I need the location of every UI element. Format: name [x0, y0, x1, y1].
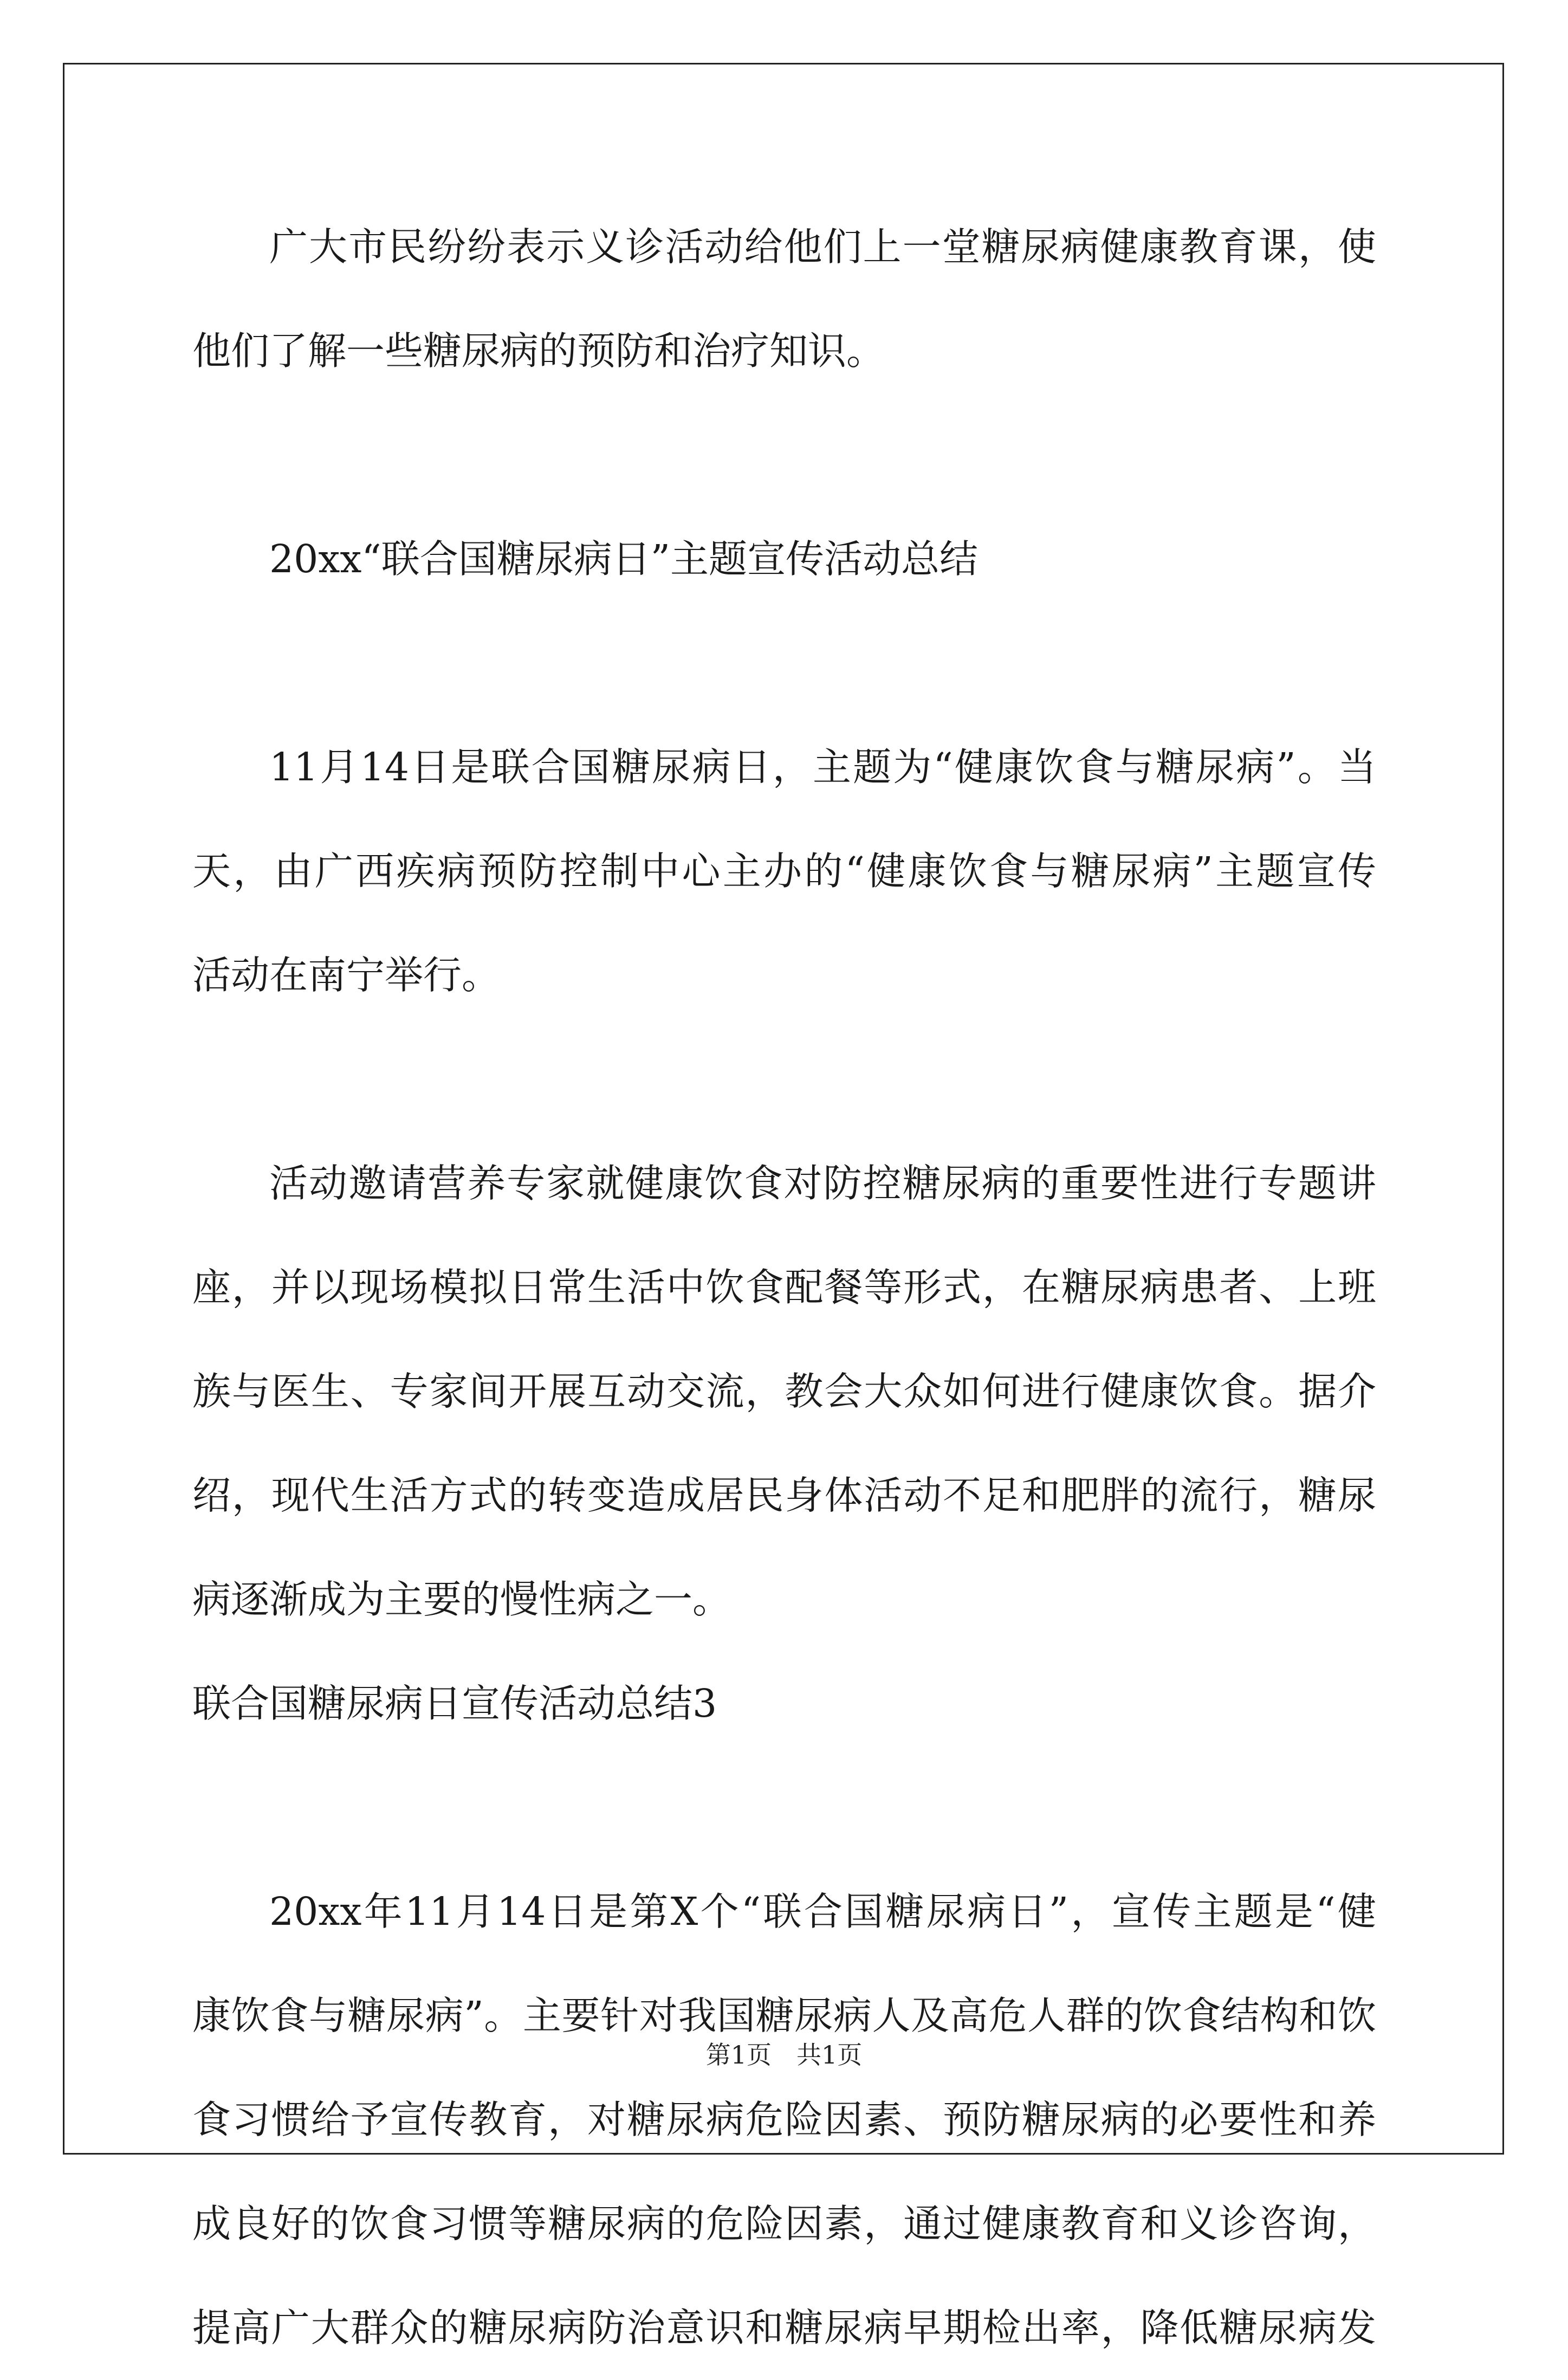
- text-line: 广大市民纷纷表示义诊活动给他们上一堂糖尿病健康教育课，使: [269, 224, 1376, 269]
- text-line: 11月14日是联合国糖尿病日，主题为“健康饮食与糖尿病”。当: [269, 745, 1376, 790]
- text-line: 提高广大群众的糖尿病防治意识和糖尿病早期检出率，降低糖尿病发: [192, 2305, 1376, 2350]
- text-line: 20xx年11月14日是第X个“联合国糖尿病日”，宣传主题是“健: [269, 1889, 1376, 1934]
- paragraph: [192, 1131, 1376, 1652]
- text-line: 座，并以现场模拟日常生活中饮食配餐等形式，在糖尿病患者、上班: [192, 1265, 1376, 1310]
- text-line: 绍，现代生活方式的转变造成居民身体活动不足和肥胖的流行，糖尿: [192, 1473, 1376, 1518]
- text-line: 病逐渐成为主要的慢性病之一。: [192, 1577, 731, 1622]
- paragraph: [192, 715, 1376, 1027]
- text-line: 天，由广西疾病预防控制中心主办的“健康饮食与糖尿病”主题宣传: [192, 849, 1376, 894]
- section-title: [192, 1652, 1376, 1756]
- text-line: 食习惯给予宣传教育，对糖尿病危险因素、预防糖尿病的必要性和养: [192, 2097, 1376, 2142]
- paragraph: [192, 1860, 1376, 2380]
- text-line: 活动在南宁举行。: [192, 953, 501, 998]
- paragraph: [192, 195, 1376, 403]
- text-line: 成良好的饮食习惯等糖尿病的危险因素，通过健康教育和义诊咨询，: [192, 2201, 1376, 2246]
- text-line: 族与医生、专家间开展互动交流，教会大众如何进行健康饮食。据介: [192, 1369, 1376, 1414]
- paragraph-heading: [192, 507, 1376, 611]
- text-line: 活动邀请营养专家就健康饮食对防控糖尿病的重要性进行专题讲: [269, 1161, 1376, 1206]
- text-line: 康饮食与糖尿病”。主要针对我国糖尿病人及高危人群的饮食结构和饮: [192, 1993, 1376, 2038]
- page-footer: 第1页 共1页: [705, 2040, 863, 2069]
- text-line: 20xx“联合国糖尿病日”主题宣传活动总结: [269, 536, 979, 581]
- text-line: 他们了解一些糖尿病的预防和治疗知识。: [192, 328, 885, 373]
- text-line: 联合国糖尿病日宣传活动总结3: [192, 1681, 717, 1726]
